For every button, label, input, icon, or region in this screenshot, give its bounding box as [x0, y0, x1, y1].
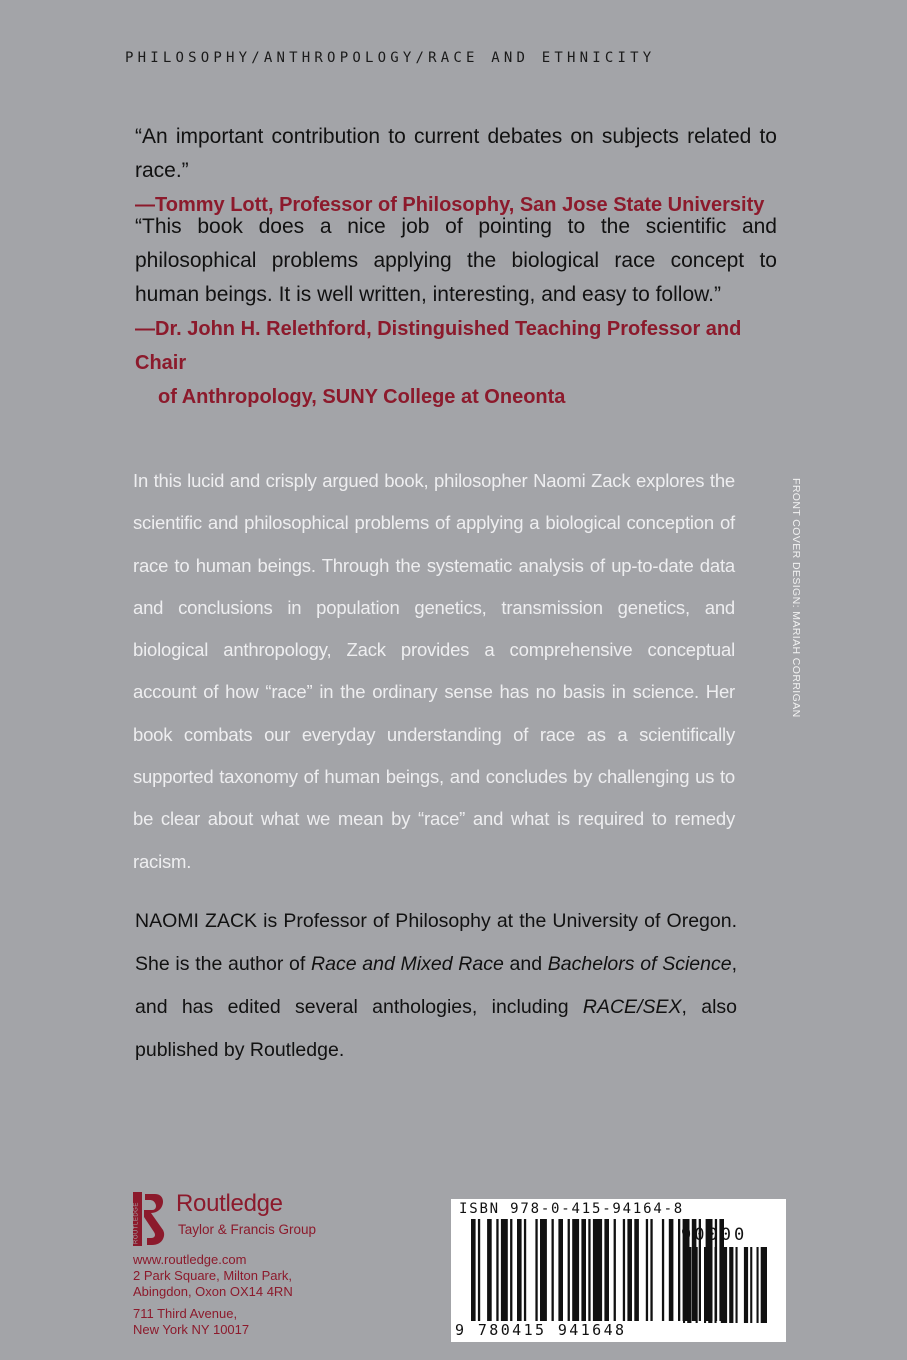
addon-bar: [715, 1247, 717, 1323]
book-description: In this lucid and crisply argued book, philosopher Naomi Zack explores the scientific and philosophical problems of applying a biological conception of race to human beings. Through the systematic analysis of up-to-date data and conclusions in population genetics, transmission genetics, and biological anthropology, Zack provides a comprehensive conceptual account of how “race” in the ordinary sense has no basis in science. Her book combats our everyday understanding of race as a scientifically supported taxonomy of human beings, and concludes by challenging us to be clear about what we mean by “race” and what is required to remedy racism.: [133, 470, 735, 872]
barcode-bar: [623, 1219, 625, 1321]
address-us-line-1: 711 Third Avenue,: [133, 1306, 238, 1321]
bio-text-2: and: [503, 953, 548, 975]
isbn-barcode: [451, 1199, 786, 1342]
publisher-group: Taylor & Francis Group: [178, 1222, 317, 1237]
barcode-bar: [487, 1219, 492, 1321]
addon-bar: [729, 1247, 733, 1323]
barcode-bar: [646, 1219, 648, 1321]
isbn-label: ISBN 978-0-415-94164-8: [459, 1201, 685, 1217]
book-title-2: Bachelors of Science: [547, 953, 732, 975]
endorsement-quote-1: [135, 120, 777, 222]
barcode-bar: [581, 1219, 586, 1321]
book-title-1: Race and Mixed Race: [311, 953, 504, 975]
barcode-bar: [535, 1219, 537, 1321]
barcode-bar: [614, 1219, 616, 1321]
barcode-bar: [627, 1219, 632, 1321]
address-us-line-2: New York NY 10017: [133, 1322, 250, 1337]
addon-bar: [704, 1247, 706, 1323]
barcode-bar: [593, 1219, 602, 1321]
barcode-digits: 9 780415 941648: [455, 1321, 627, 1339]
publisher-website: www.routledge.com: [133, 1252, 247, 1267]
addon-bar: [761, 1247, 767, 1323]
barcode-bar: [558, 1219, 563, 1321]
bio-text-1: NAOMI ZACK is Professor of Philosophy at the University of Oregon. She is the author of: [135, 910, 737, 975]
attribution-line-1: —Dr. John H. Relethford, Distinguished Teaching Professor and Chair: [135, 318, 742, 374]
barcode-bar: [517, 1219, 522, 1321]
barcode-bar: [496, 1219, 498, 1321]
addon-bar: [721, 1247, 727, 1323]
category-label: PHILOSOPHY/ANTHROPOLOGY/RACE AND ETHNICITY: [125, 50, 656, 66]
barcode-bar: [510, 1219, 512, 1321]
author-bio: [135, 900, 737, 1072]
bio-text-3: , and has edited several anthologies, including: [135, 953, 738, 1018]
endorsement-quote-2: [135, 210, 777, 414]
addon-bar: [744, 1247, 748, 1323]
barcode-bar: [650, 1219, 652, 1321]
addon-bar: [687, 1247, 691, 1323]
routledge-r-logo-icon: [133, 1192, 165, 1246]
addon-bar: [750, 1247, 752, 1323]
quote-attribution: —Tommy Lott, Professor of Philosophy, San Jose State University: [135, 194, 765, 216]
barcode-bar: [588, 1219, 590, 1321]
barcode-bar: [662, 1219, 664, 1321]
bio-text-4: , also published by Routledge.: [135, 996, 738, 1061]
addon-bar: [736, 1247, 738, 1323]
attribution-line-2: of Anthropology, SUNY College at Oneonta: [158, 386, 566, 408]
price-code: 90000: [681, 1225, 748, 1245]
barcode-bar: [568, 1219, 570, 1321]
addon-bar: [696, 1247, 698, 1323]
publisher-address: [133, 1252, 293, 1338]
publisher-logo: [133, 1190, 333, 1250]
addon-bar: [708, 1247, 712, 1323]
addon-bar: [683, 1247, 685, 1323]
addon-bar: [757, 1247, 759, 1323]
barcode-bar: [604, 1219, 609, 1321]
barcode-bar: [552, 1219, 554, 1321]
quote-text: “An important contribution to current debates on subjects related to race.”: [135, 125, 777, 182]
barcode-bar: [471, 1219, 476, 1321]
barcode-bar: [478, 1219, 480, 1321]
barcode-bar: [572, 1219, 579, 1321]
cover-design-credit: FRONT COVER DESIGN: MARIAH CORRIGAN: [790, 478, 802, 718]
barcode-bar: [669, 1219, 674, 1321]
logo-vertical-text: ROUTLEDGE: [133, 1202, 140, 1244]
quote-attribution: [135, 312, 777, 414]
barcode-bar: [501, 1219, 508, 1321]
address-uk-line-1: 2 Park Square, Milton Park,: [133, 1268, 292, 1283]
barcode-bar: [540, 1219, 547, 1321]
book-title-3: RACE/SEX: [582, 996, 682, 1018]
barcode-bar: [634, 1219, 639, 1321]
barcode-bar: [678, 1219, 680, 1321]
quote-text: “This book does a nice job of pointing to the scientific and philosophical problems applying the biological race concept to human beings. It is well written, interesting, and easy to follow.”: [135, 215, 777, 306]
publisher-name: Routledge: [176, 1190, 283, 1217]
barcode-bar: [524, 1219, 526, 1321]
address-uk-line-2: Abingdon, Oxon OX14 4RN: [133, 1284, 293, 1299]
